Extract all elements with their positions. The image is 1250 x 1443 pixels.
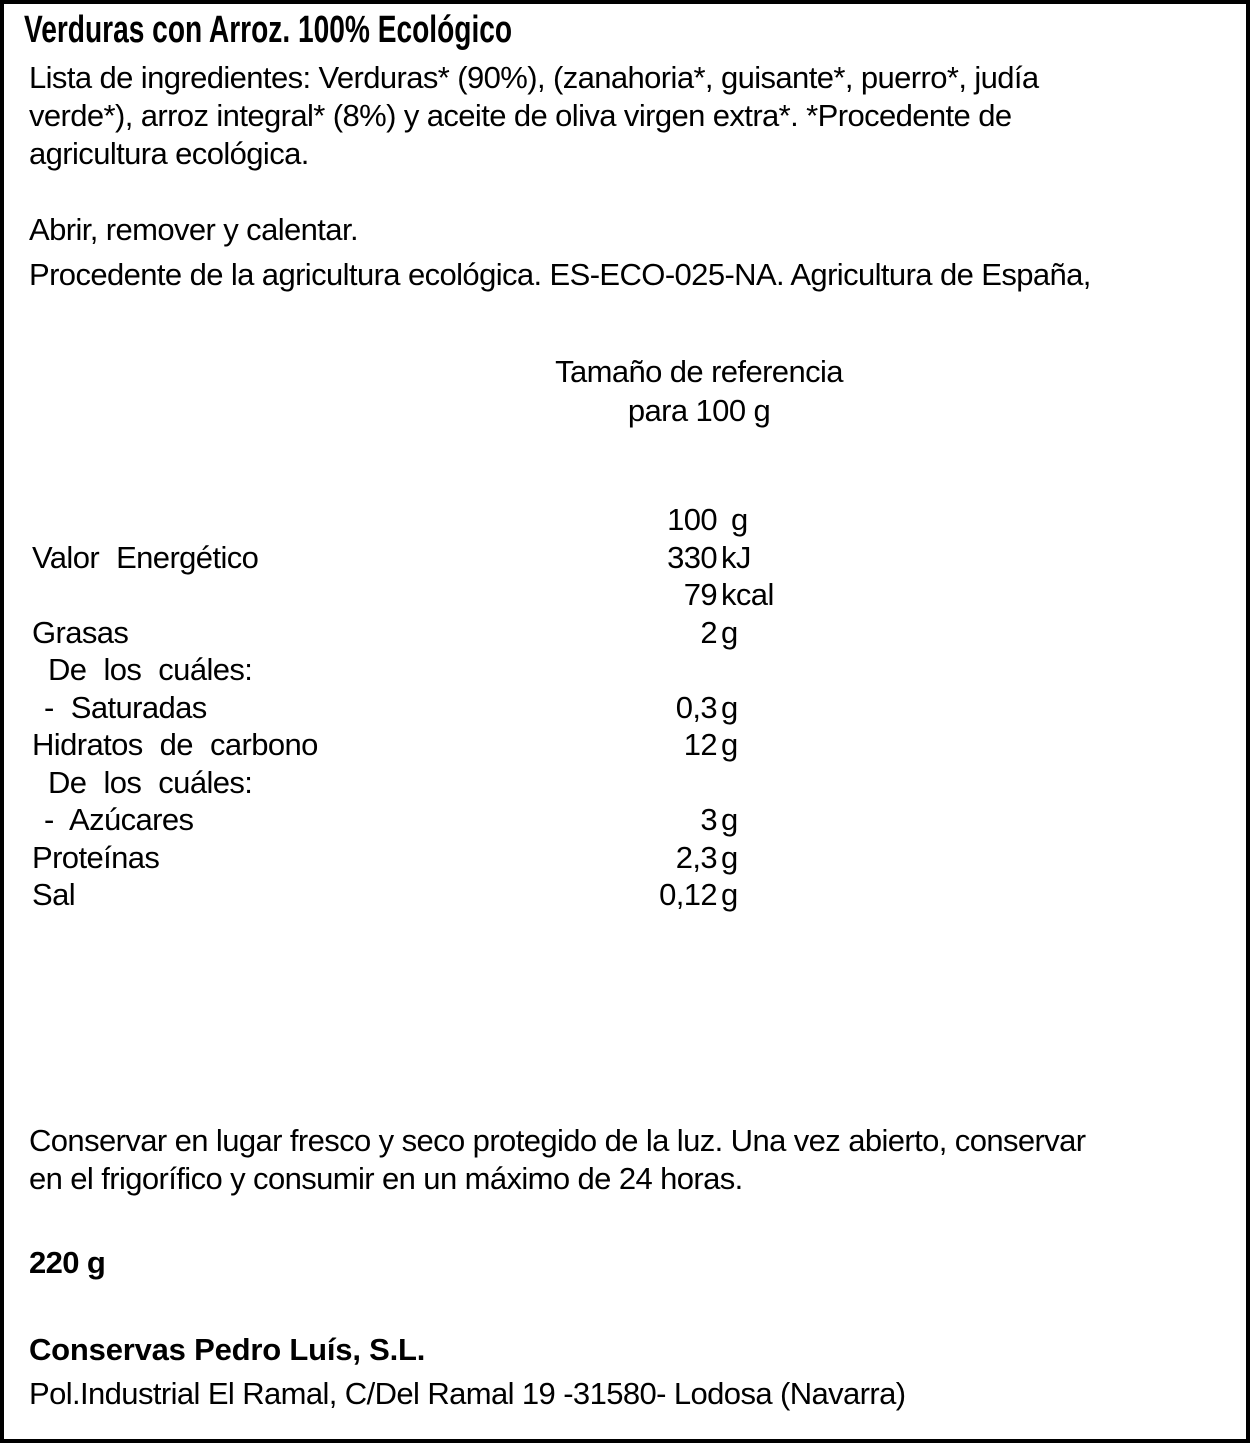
manufacturer-name: Conservas Pedro Luís, S.L. (29, 1332, 426, 1367)
row-value-number: 3 (700, 802, 717, 837)
ingredients-line: verde*), arroz integral* (8%) y aceite de oliva virgen extra*. *Procedente de (29, 98, 1012, 133)
row-value-unit: g (721, 839, 738, 875)
preparation-instructions: Abrir, remover y calentar. (29, 212, 358, 247)
row-label: Sal (32, 877, 76, 912)
net-weight: 220 g (29, 1245, 106, 1280)
row-label: Hidratos de carbono (32, 727, 318, 762)
row-value-number: 12 (683, 727, 717, 762)
page-title: Verduras con Arroz. 100% Ecológico (24, 9, 513, 51)
row-value-unit: g (721, 727, 738, 762)
organic-certification: Procedente de la agricultura ecológica. ES-ECO-025-NA. Agricultura de España, (29, 257, 1091, 292)
row-value-number: 330 (667, 539, 717, 575)
row-value-unit: kcal (721, 577, 774, 612)
row-value-number: 0,3 (675, 689, 717, 725)
nutrition-row-of-which-fat (4, 651, 1250, 689)
ingredients-line: Lista de ingredientes: Verduras* (90%), (zanahoria*, guisante*, puerro*, judía (29, 60, 1039, 95)
row-label: - Saturadas (44, 689, 207, 725)
row-label: De los cuáles: (48, 652, 253, 687)
ingredients-list (29, 59, 1039, 173)
nutrition-row-sugars (4, 801, 1250, 839)
nutrition-row-salt (4, 876, 1250, 914)
row-label: Proteínas (32, 839, 160, 875)
manufacturer-address: Pol.Industrial El Ramal, C/Del Ramal 19 -31580- Lodosa (Navarra) (29, 1376, 906, 1411)
row-value-number: 0,12 (659, 877, 717, 912)
nutrition-row-energy-kcal (4, 576, 1250, 614)
row-value-number: 2 (700, 614, 717, 650)
row-value-unit: g (721, 614, 738, 650)
nutrition-row-of-which-carbs (4, 764, 1250, 802)
row-label: Valor Energético (32, 539, 259, 575)
storage-instructions (29, 1122, 1086, 1198)
row-value-unit: g (721, 689, 738, 725)
reference-size-line2: para 100 g (627, 393, 771, 428)
column-header-amount: 100 (667, 502, 717, 537)
row-label: Grasas (32, 614, 129, 650)
nutrition-row-energy (4, 539, 1250, 577)
column-header-unit: g (731, 502, 748, 537)
nutrition-row-saturated (4, 689, 1250, 727)
reference-size-line1: Tamaño de referencia (555, 354, 843, 389)
row-value-number: 79 (683, 577, 717, 612)
nutrition-row-carbohydrates (4, 726, 1250, 764)
row-label: De los cuáles: (48, 764, 253, 800)
nutrition-row-fat (4, 614, 1250, 652)
storage-line: en el frigorífico y consumir en un máximo de 24 horas. (29, 1161, 743, 1196)
row-value-number: 2,3 (675, 839, 717, 875)
row-value-unit: g (721, 877, 738, 912)
row-value-unit: g (721, 802, 738, 837)
reference-size (334, 352, 1064, 430)
ingredients-line: agricultura ecológica. (29, 136, 309, 171)
nutrition-table (4, 501, 1250, 914)
nutrition-column-header (4, 501, 1250, 539)
row-label: - Azúcares (44, 802, 194, 837)
row-value-unit: kJ (721, 539, 751, 575)
storage-line: Conservar en lugar fresco y seco protegido de la luz. Una vez abierto, conservar (29, 1123, 1086, 1158)
nutrition-row-protein (4, 839, 1250, 877)
